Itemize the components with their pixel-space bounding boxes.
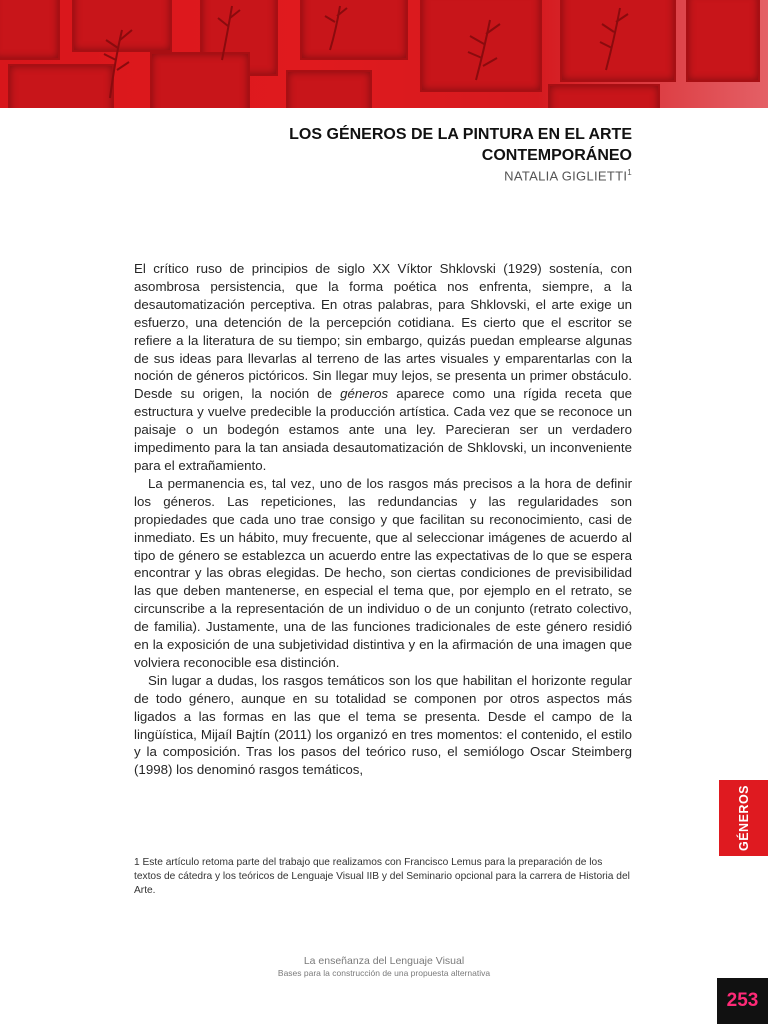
footnote: 1 Este artículo retoma parte del trabajo que realizamos con Francisco Lemus para la preparación de los textos de cátedra y los teóricos de Lenguaje Visual IIB y del Seminario opcional para la carrera de Historia del Arte. xyxy=(134,857,630,896)
article-author xyxy=(289,168,632,183)
article-title xyxy=(289,124,632,166)
paragraph-1 xyxy=(134,260,632,475)
paragraph-3: Sin lugar a dudas, los rasgos temáticos son los que habilitan el horizonte regular de todo género, aunque en su totalidad se componen por otros aspectos más ligados a las formas en las que el tema se presenta. Desde el campo de la lingüística, Mijaíl Bajtín (2011) los organizó en tres momentos: el contenido, el estilo y la composición. Tras los pasos del teórico ruso, el semiólogo Oscar Steimberg (1998) los denominó rasgos temáticos, xyxy=(134,672,632,778)
paragraph-1-text-b: aparece como una rígida receta que estructura y vuelve predecible la producción artística. Cada vez que se reconoce un paisaje o un bodegón estamos ante una ley. Parecieran ser un verdadero impedimento para la tan ansiada desautomatización de Shklovski, un inconveniente para el extrañamiento. xyxy=(134,386,633,473)
author-footnote-ref[interactable]: 1 xyxy=(627,168,632,177)
footer-book-title: La enseñanza del Lenguaje Visual xyxy=(303,955,465,967)
article-body xyxy=(134,260,632,779)
leaf-pattern-graphic xyxy=(0,0,768,108)
author-name: NATALIA GIGLIETTI xyxy=(504,168,628,184)
paragraph-1-text-a: El crítico ruso de principios de siglo XX Víktor Shklovski (1929) sostenía, con asombrosa persistencia, que la forma poética nos enfrenta, siempre, a la desautomatización perceptiva. En otras palabras, para Shklovski, el arte exige un esfuerzo, una detención de la percepción cotidiana. Es cierto que el escritor se refiere a la literatura de su tiempo; sin embargo, quizás puedan emplearse algunas de sus ideas para llevarlas al terreno de las artes visuales y emparentarlas con la noción de géneros pictóricos. Sin llegar muy lejos, se presenta un primer obstáculo. Desde su origen, la noción de xyxy=(134,261,632,402)
header-banner-image xyxy=(0,0,768,108)
footer-book-subtitle: Bases para la construcción de una propuesta alternativa xyxy=(277,968,491,978)
section-tab[interactable] xyxy=(719,780,768,856)
paragraph-1-italic-term: géneros xyxy=(340,386,389,402)
paragraph-2: La permanencia es, tal vez, uno de los rasgos más precisos a la hora de definir los géneros. Las repeticiones, las redundancias y las regularidades son propiedades que cada uno trae consigo y que facilitan su reconocimiento, casi de inmediato. Es un hábito, muy frecuente, que al seleccionar imágenes de acuerdo al tipo de género se establezca un acuerdo entre las expectativas de lo que se espera encontrar y las obras elegidas. De hecho, son ciertas condiciones de previsibilidad las que deben mantenerse, en especial el tema que, por ejemplo en el retrato, se circunscribe a la representación de un individuo o de un conjunto (retrato colectivo, de familia). Justamente, una de las funciones tradicionales de este género residió en la exposición de una subjetividad distintiva y en la afirmación de una imagen que volviera reconocible esa distinción. xyxy=(134,475,632,670)
article-title-line-1: LOS GÉNEROS DE LA PINTURA EN EL ARTE xyxy=(289,126,632,143)
page-number: 253 xyxy=(717,978,768,1024)
page-footer xyxy=(0,955,768,979)
section-tab-label: GÉNEROS xyxy=(736,784,751,852)
article-header xyxy=(289,124,632,183)
article-title-line-2: CONTEMPORÁNEO xyxy=(481,147,632,164)
